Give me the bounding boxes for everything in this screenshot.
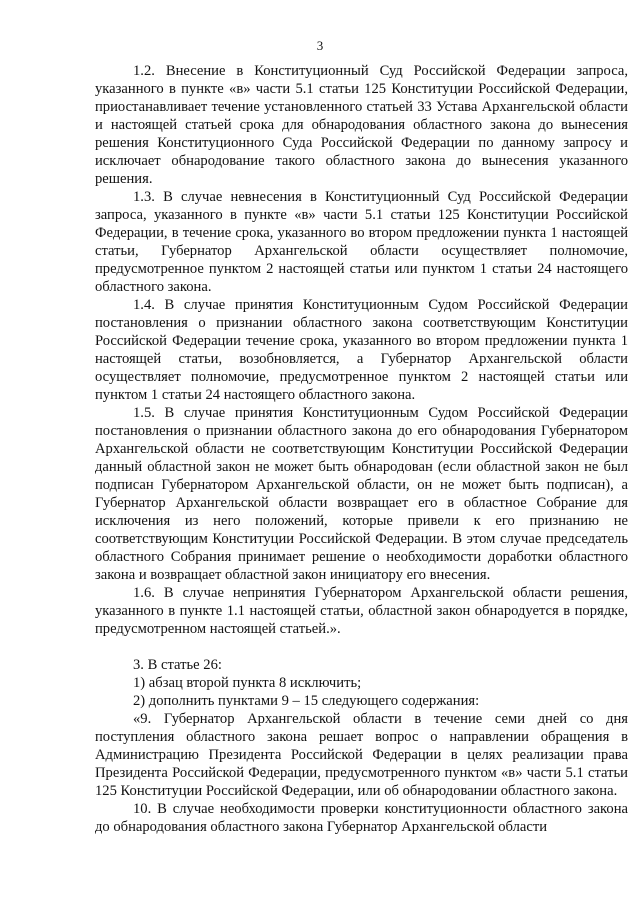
paragraph-1-4: 1.4. В случае принятия Конституционным Судом Российской Федерации постановления о признании областного закона соответствующим Конституции Российской Федерации течение срока, указанного во втором предложении пункта 1 настоящей статьи, возобновляется, а Губернатор Архангельской области осуществляет полномочие, предусмотренное пунктом 2 настоящей статьи или пунктом 1 статьи 24 настоящего областного закона. xyxy=(95,297,628,403)
paragraph-item-2: 2) дополнить пунктами 9 – 15 следующего содержания: xyxy=(133,693,480,709)
paragraph-9: «9. Губернатор Архангельской области в течение семи дней со дня поступления областного закона решает вопрос о направлении обращения в Администрацию Президента Российской Федерации в целях реализации права Президента Российской Федерации, предусмотренного пунктом «в» части 5.1 статьи 125 Конституции Российской Федерации, или об обнародовании областного закона. xyxy=(95,711,628,799)
paragraph-1-2: 1.2. Внесение в Конституционный Суд Российской Федерации запроса, указанного в пункте «в» части 5.1 статьи 125 Конституции Российской Федерации, приостанавливает течение установленного статьей 33 Устава Архангельской области и настоящей статьей срока для обнародования областного закона до вынесения решения Конституционного Суда Российской Федерации по данному запросу и исключает обнародование такого областного закона до вынесения указанного решения. xyxy=(95,63,628,187)
document-body xyxy=(95,62,628,836)
paragraph-item-1: 1) абзац второй пункта 8 исключить; xyxy=(133,675,362,691)
paragraph-1-3: 1.3. В случае невнесения в Конституционный Суд Российской Федерации запроса, указанного в пункте «в» части 5.1 статьи 125 Конституции Российской Федерации, в течение срока, указанного во втором предложении пункта 1 настоящей статьи, Губернатор Архангельской области осуществляет полномочие, предусмотренное пунктом 2 настоящей статьи или пунктом 1 статьи 24 настоящего областного закона. xyxy=(95,189,628,295)
paragraph-1-6: 1.6. В случае непринятия Губернатором Архангельской области решения, указанного в пункте 1.1 настоящей статьи, областной закон обнародуется в порядке, предусмотренном настоящей статьей.». xyxy=(95,585,628,637)
paragraph-article-26: 3. В статье 26: xyxy=(133,657,222,673)
paragraph-1-5: 1.5. В случае принятия Конституционным Судом Российской Федерации постановления о признании областного закона до его обнародования Губернатором Архангельской области не соответствующим Конституции Российской Федерации данный областной закон не может быть обнародован (если областной закон не был подписан Губернатором Архангельской области, он не может быть подписан), а Губернатор Архангельской области возвращает его в областное Собрание для исключения из него положений, которые привели к его признанию не соответствующим Конституции Российской Федерации. В этом случае председатель областного Собрания принимает решение о необходимости доработки областного закона и возвращает областной закон инициатору его внесения. xyxy=(95,405,628,583)
page-number: 3 xyxy=(316,38,324,53)
paragraph-gap xyxy=(95,638,628,656)
paragraph-10: 10. В случае необходимости проверки конституционности областного закона до обнародования областного закона Губернатор Архангельской области xyxy=(95,801,628,835)
